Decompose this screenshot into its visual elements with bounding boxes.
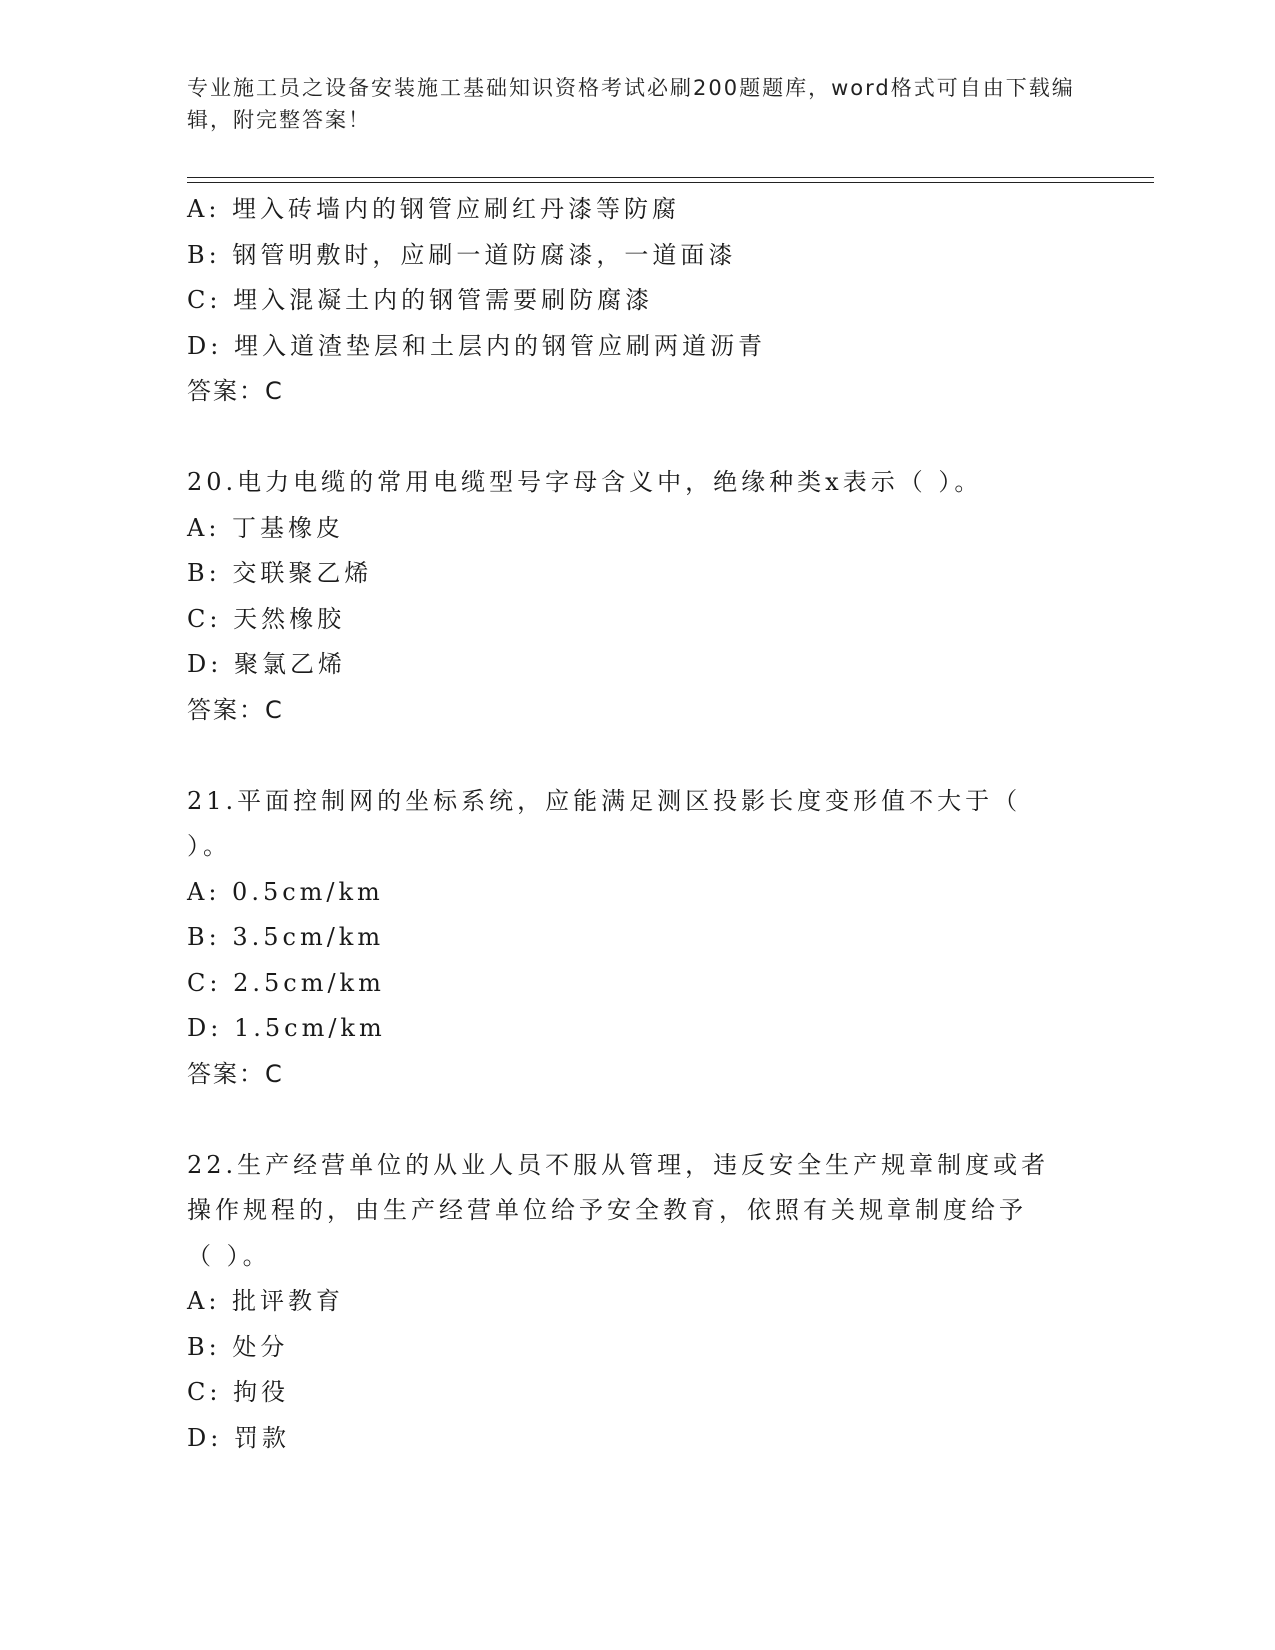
header-title: 专业施工员之设备安装施工基础知识资格考试必刷200题题库，word格式可自由下载编辑，附完整答案！: [187, 76, 1075, 132]
question-text-line-3: （ ）。: [187, 1241, 271, 1270]
question-text-line-1: 22.生产经营单位的从业人员不服从管理，违反安全生产规章制度或者: [187, 1150, 1050, 1179]
answer: 答案：C: [187, 1059, 284, 1088]
document-body: [187, 187, 1087, 1461]
spacer: [187, 1097, 1087, 1143]
option-d: D: 罚款: [187, 1423, 290, 1452]
option-a: A: 丁基橡皮: [187, 513, 345, 542]
question-text-line-2: 操作规程的，由生产经营单位给予安全教育，依照有关规章制度给予: [187, 1196, 1027, 1224]
question-22: [187, 1143, 1087, 1462]
question-text-line-1: 21.平面控制网的坐标系统，应能满足测区投影长度变形值不大于（: [187, 786, 1022, 815]
question-19-continued: [187, 187, 1087, 415]
spacer: [187, 415, 1087, 461]
header-rule-bottom: [187, 182, 1154, 183]
question-text: 20.电力电缆的常用电缆型号字母含义中，绝缘种类x表示（ ）。: [187, 468, 983, 496]
answer: 答案：C: [187, 695, 284, 724]
answer: 答案：C: [187, 377, 284, 405]
question-21: [187, 779, 1087, 1098]
question-20: [187, 460, 1087, 733]
option-c: C: 2.5cm/km: [187, 968, 385, 997]
option-a: A: 埋入砖墙内的钢管应刷红丹漆等防腐: [187, 195, 681, 223]
header-rule-top: [187, 177, 1154, 178]
option-c: C: 天然橡胶: [187, 604, 346, 633]
spacer: [187, 733, 1087, 779]
option-d: D: 1.5cm/km: [187, 1014, 386, 1042]
option-c: C: 拘役: [187, 1378, 290, 1406]
option-b: B: 3.5cm/km: [187, 923, 385, 951]
option-b: B: 处分: [187, 1332, 289, 1361]
option-d: D: 埋入道渣垫层和土层内的钢管应刷两道沥青: [187, 331, 766, 360]
option-d: D: 聚氯乙烯: [187, 650, 346, 678]
option-b: B: 交联聚乙烯: [187, 559, 373, 587]
option-a: A: 0.5cm/km: [187, 877, 384, 906]
option-b: B: 钢管明敷时，应刷一道防腐漆，一道面漆: [187, 240, 737, 269]
document-header: [187, 72, 1087, 136]
question-text-line-2: ）。: [187, 832, 231, 860]
option-c: C: 埋入混凝土内的钢管需要刷防腐漆: [187, 286, 654, 314]
option-a: A: 批评教育: [187, 1287, 345, 1315]
